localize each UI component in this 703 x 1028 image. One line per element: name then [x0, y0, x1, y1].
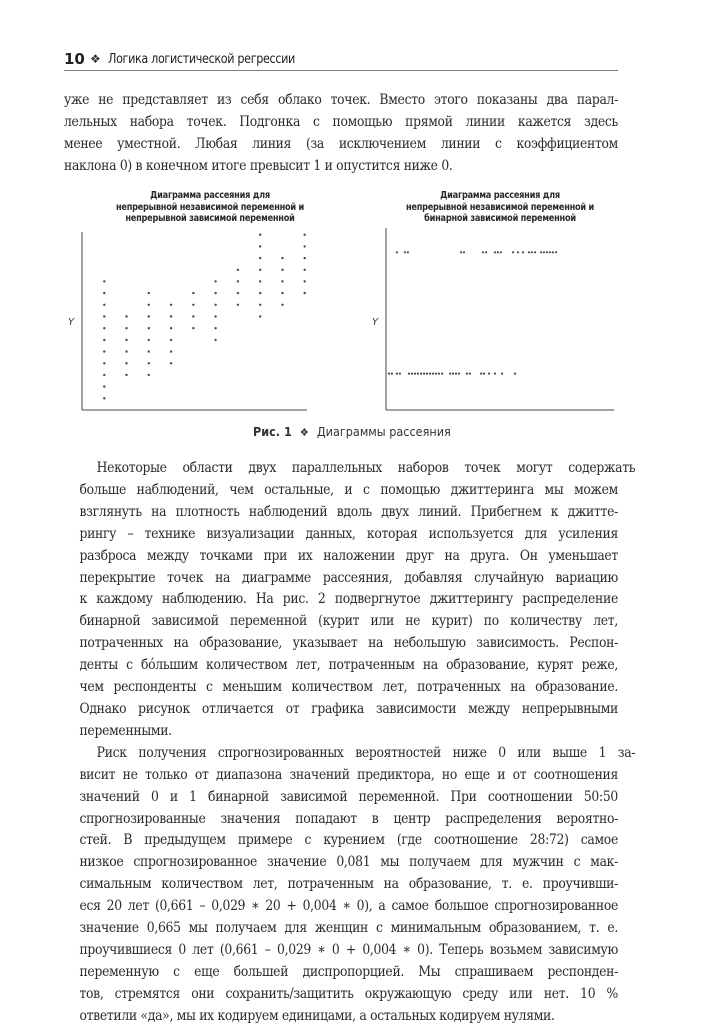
left-data-point — [304, 234, 306, 236]
left-data-point — [281, 269, 283, 271]
left-data-point — [281, 280, 283, 282]
text-line: наклона 0) в конечном итоге превысит 1 и опустится ниже 0. — [64, 157, 453, 174]
left-data-point — [237, 280, 239, 282]
left-data-point — [304, 292, 306, 294]
left-data-point — [259, 292, 261, 294]
left-data-point — [259, 245, 261, 247]
text-line: Однако рисунок отличается от графика зависимости между непрерывными — [79, 700, 618, 717]
right-data-point — [458, 373, 460, 375]
left-data-point — [214, 315, 216, 317]
left-data-point — [103, 292, 105, 294]
right-data-point — [540, 251, 542, 253]
left-data-point — [192, 327, 194, 329]
left-data-point — [103, 397, 105, 399]
text-line: лельных набора точек. Подгонка с помощью прямой линии кажется здесь — [64, 113, 618, 130]
right-data-point — [460, 251, 462, 253]
right-data-point — [438, 373, 440, 375]
right-chart-title-line: Диаграмма рассеяния для — [440, 190, 560, 201]
paragraph-1 — [64, 458, 636, 743]
right-data-point — [497, 251, 499, 253]
right-data-point — [552, 251, 554, 253]
left-data-point — [259, 304, 261, 306]
right-data-point — [494, 373, 496, 375]
text-line: разброса между точками при их наложении друг на друга. Он уменьшает — [79, 547, 618, 564]
right-data-point — [414, 373, 416, 375]
right-chart-title-line: непрерывной независимой переменной и — [405, 201, 595, 213]
right-data-point — [426, 373, 428, 375]
right-data-point — [452, 373, 454, 375]
right-data-point — [407, 251, 409, 253]
right-data-point — [482, 251, 484, 253]
text-line: значение 0,665 мы получаем для женщин с минимальным образованием, т. е. — [79, 920, 618, 937]
right-data-point — [549, 251, 551, 253]
scatter-plots — [0, 0, 703, 430]
left-data-point — [170, 339, 172, 341]
text-line: взглянуть на плотность наблюдений вдоль двух линий. Прибегнем к джитте- — [79, 503, 618, 520]
left-data-point — [237, 269, 239, 271]
text-line: перекрытие точек на диаграмме рассеяния, добавляя случайную вариацию — [79, 569, 618, 586]
caption-label: Рис. 1 — [252, 424, 292, 439]
right-data-point — [546, 251, 548, 253]
text-line: бинарной зависимой переменной (курит или не курит) по количеству лет, — [79, 613, 618, 630]
paragraph-2 — [64, 743, 636, 1028]
right-data-point — [500, 251, 502, 253]
right-data-point — [512, 251, 514, 253]
left-data-point — [259, 315, 261, 317]
right-data-point — [411, 373, 413, 375]
left-data-point — [103, 327, 105, 329]
text-line: чем респонденты с меньшим количеством лет, потраченных на образование. — [79, 679, 618, 696]
right-data-point — [501, 373, 503, 375]
left-data-point — [170, 350, 172, 352]
right-data-point — [514, 373, 516, 375]
left-data-point — [304, 245, 306, 247]
left-data-point — [237, 292, 239, 294]
left-data-point — [125, 362, 127, 364]
left-data-point — [148, 292, 150, 294]
right-data-point — [463, 251, 465, 253]
left-data-point — [170, 327, 172, 329]
right-data-point — [522, 251, 524, 253]
figure-caption — [0, 424, 703, 439]
right-data-point — [485, 251, 487, 253]
left-data-point — [148, 315, 150, 317]
left-data-point — [103, 374, 105, 376]
right-data-point — [466, 373, 468, 375]
left-data-point — [148, 362, 150, 364]
text-line: Риск получения спрогнозированных вероятностей ниже 0 или выше 1 за- — [96, 744, 636, 761]
left-data-point — [170, 304, 172, 306]
left-data-point — [214, 292, 216, 294]
left-data-point — [148, 327, 150, 329]
text-line: ответили «да», мы их кодируем единицами, а остальных кодируем нулями. — [79, 1007, 555, 1024]
right-data-point — [408, 373, 410, 375]
left-data-point — [103, 280, 105, 282]
left-data-point — [170, 315, 172, 317]
text-line: потраченных на образование, указывает на небольшую зависимость. Респон- — [79, 635, 618, 652]
text-line: проучившиеся 0 лет (0,661 – 0,029 ∗ 0 + 0,004 ∗ 0). Теперь возьмем зависимую — [79, 941, 618, 958]
text-line: к каждому наблюдению. На рис. 2 подвергнутое джиттерингу распределение — [79, 591, 618, 608]
left-data-point — [192, 292, 194, 294]
right-data-point — [517, 251, 519, 253]
right-data-point — [417, 373, 419, 375]
left-data-point — [259, 234, 261, 236]
right-data-point — [396, 251, 398, 253]
text-line: висит не только от диапазона значений предиктора, но еще и от соотношения — [79, 766, 618, 783]
left-y-axis-label: Y — [68, 317, 75, 328]
text-line: стей. В предыдущем примере с курением (где соотношение 28:72) самое — [79, 832, 618, 849]
text-line: менее уместной. Любая линия (за исключением линии с коэффициентом — [64, 135, 618, 152]
left-data-point — [259, 280, 261, 282]
right-data-point — [432, 373, 434, 375]
right-data-point — [423, 373, 425, 375]
left-data-point — [192, 304, 194, 306]
left-data-point — [148, 339, 150, 341]
right-data-point — [435, 373, 437, 375]
left-data-point — [148, 350, 150, 352]
right-data-point — [483, 373, 485, 375]
left-data-point — [281, 257, 283, 259]
right-data-point — [480, 373, 482, 375]
left-data-point — [125, 374, 127, 376]
chapter-title: Логика логистической регрессии — [108, 52, 295, 67]
right-data-point — [543, 251, 545, 253]
right-data-point — [404, 251, 406, 253]
right-chart-title-line: бинарной зависимой переменной — [424, 213, 576, 224]
left-data-point — [125, 327, 127, 329]
text-line: еся 20 лет (0,661 – 0,029 ∗ 20 + 0,004 ∗ 0), а самое большое спрогнозированное — [79, 898, 618, 915]
left-data-point — [103, 385, 105, 387]
left-data-point — [170, 362, 172, 364]
text-line: низкое спрогнозированное значение 0,081 мы получаем для мужчин с мак- — [79, 854, 618, 871]
left-data-point — [281, 292, 283, 294]
left-data-point — [148, 304, 150, 306]
right-data-point — [528, 251, 530, 253]
left-data-point — [214, 327, 216, 329]
text-line: уже не представляет из себя облако точек. Вместо этого показаны два парал- — [64, 92, 618, 108]
left-data-point — [304, 257, 306, 259]
left-data-point — [148, 374, 150, 376]
right-data-point — [396, 373, 398, 375]
right-data-point — [469, 373, 471, 375]
text-line: денты с бóльшим количеством лет, потраченным на образование, курят реже, — [79, 657, 618, 674]
ornament-icon: ❖ — [299, 426, 309, 439]
right-data-point — [429, 373, 431, 375]
text-line: тов, стремятся они сохранить/защитить окружающую среду или нет. 10 % — [79, 985, 618, 1002]
left-chart-title-line: Диаграмма рассеяния для — [150, 190, 270, 201]
right-data-point — [441, 373, 443, 375]
text-line: Некоторые области двух параллельных наборов точек могут содержать — [96, 460, 636, 476]
left-data-point — [103, 339, 105, 341]
left-data-point — [192, 315, 194, 317]
ornament-icon: ❖ — [90, 52, 101, 66]
left-data-point — [214, 280, 216, 282]
right-y-axis-label: Y — [372, 317, 379, 328]
left-data-point — [125, 315, 127, 317]
right-data-point — [391, 373, 393, 375]
text-line: переменными. — [79, 722, 172, 739]
text-line: симальным количеством лет, потраченным на образование, т. е. проучивши- — [79, 876, 618, 893]
left-data-point — [214, 304, 216, 306]
text-line: рингу – технике визуализации данных, которая используется для усиления — [79, 525, 618, 542]
left-data-point — [281, 304, 283, 306]
right-data-point — [534, 251, 536, 253]
right-data-point — [420, 373, 422, 375]
left-data-point — [214, 339, 216, 341]
right-data-point — [531, 251, 533, 253]
left-chart-title-line: непрерывной независимой переменной и — [115, 201, 305, 213]
left-data-point — [125, 339, 127, 341]
text-line: значений 0 и 1 бинарной зависимой переменной. При соотношении 50:50 — [79, 788, 618, 805]
left-data-point — [103, 304, 105, 306]
caption-text: Диаграммы рассеяния — [316, 424, 451, 439]
left-data-point — [259, 269, 261, 271]
right-data-point — [494, 251, 496, 253]
text-line: больше наблюдений, чем остальные, и с помощью джиттеринга мы можем — [79, 481, 618, 498]
right-data-point — [488, 373, 490, 375]
left-data-point — [304, 269, 306, 271]
text-line: переменную с еще большей диспропорцией. Мы спрашиваем респонден- — [79, 963, 618, 980]
page-number: 10 — [64, 50, 85, 68]
left-data-point — [125, 350, 127, 352]
left-data-point — [103, 350, 105, 352]
text-line: спрогнозированные значения попадают в центр распределения вероятно- — [79, 810, 618, 827]
left-chart-title-line: непрерывной зависимой переменной — [125, 213, 295, 224]
right-data-point — [455, 373, 457, 375]
right-data-point — [399, 373, 401, 375]
left-data-point — [237, 304, 239, 306]
right-data-point — [449, 373, 451, 375]
left-data-point — [259, 257, 261, 259]
left-data-point — [103, 315, 105, 317]
left-data-point — [103, 362, 105, 364]
body-paragraphs — [64, 458, 636, 1028]
left-data-point — [304, 280, 306, 282]
right-data-point — [555, 251, 557, 253]
right-data-point — [388, 373, 390, 375]
